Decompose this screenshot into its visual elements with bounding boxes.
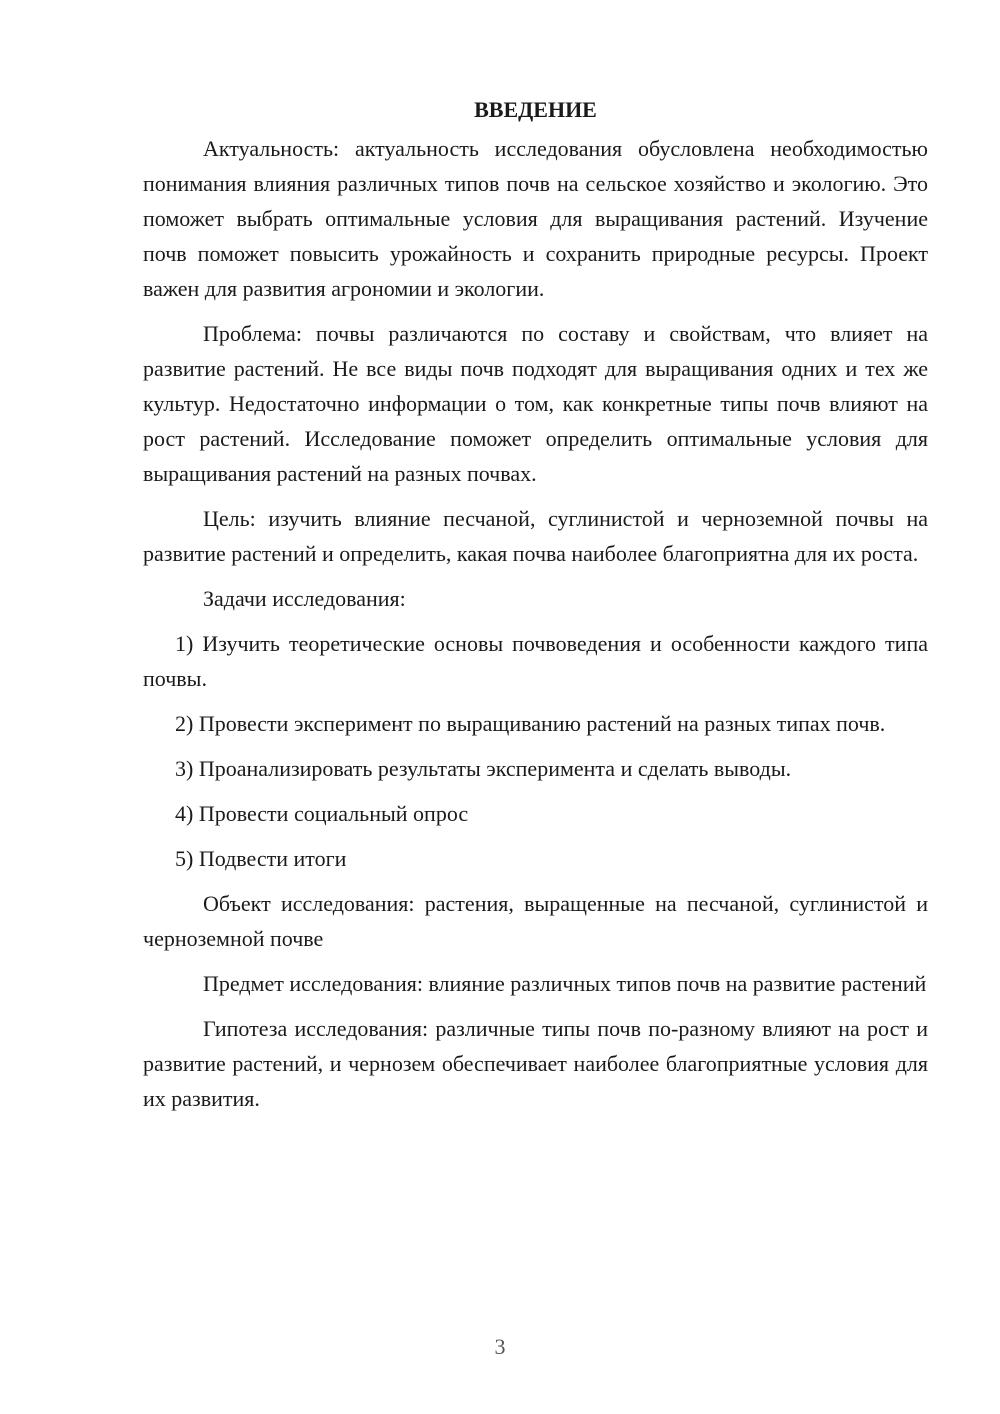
task-item-5: 5) Подвести итоги (175, 846, 347, 871)
paragraph-object: Объект исследования: растения, выращенные на песчаной, суглинистой и черноземной почве (143, 891, 928, 951)
paragraph-subject: Предмет исследования: влияние различных типов почв на развитие растений (203, 971, 927, 996)
paragraph-relevance: Актуальность: актуальность исследования обусловлена необходимостью понимания влияния различных типов почв на сельское хозяйство и экологию. Это поможет выбрать оптимальные условия для выращивания растений. Изучение почв поможет повысить урожайность и сохранить природные ресурсы. Проект важен для развития агрономии и экологии. (143, 136, 928, 301)
page-number: 3 (494, 1334, 506, 1359)
page-content (143, 92, 928, 1126)
task-item-1: 1) Изучить теоретические основы почвоведения и особенности каждого типа почвы. (143, 631, 928, 691)
task-item-4: 4) Провести социальный опрос (175, 801, 469, 826)
task-item-2: 2) Провести эксперимент по выращиванию растений на разных типах почв. (175, 711, 886, 736)
paragraph-hypothesis: Гипотеза исследования: различные типы почв по-разному влияют на рост и развитие растений, и чернозем обеспечивает наиболее благоприятные условия для их развития. (143, 1016, 928, 1111)
tasks-heading: Задачи исследования: (203, 586, 406, 611)
paragraph-problem: Проблема: почвы различаются по составу и свойствам, что влияет на развитие растений. Не все виды почв подходят для выращивания одних и тех же культур. Недостаточно информации о том, как конкретные типы почв влияют на рост растений. Исследование поможет определить оптимальные условия для выращивания растений на разных почвах. (143, 321, 928, 486)
paragraph-goal: Цель: изучить влияние песчаной, суглинистой и черноземной почвы на развитие растений и определить, какая почва наиболее благоприятна для их роста. (143, 506, 928, 566)
section-heading: ВВЕДЕНИЕ (474, 97, 597, 122)
task-item-3: 3) Проанализировать результаты эксперимента и сделать выводы. (175, 756, 792, 781)
